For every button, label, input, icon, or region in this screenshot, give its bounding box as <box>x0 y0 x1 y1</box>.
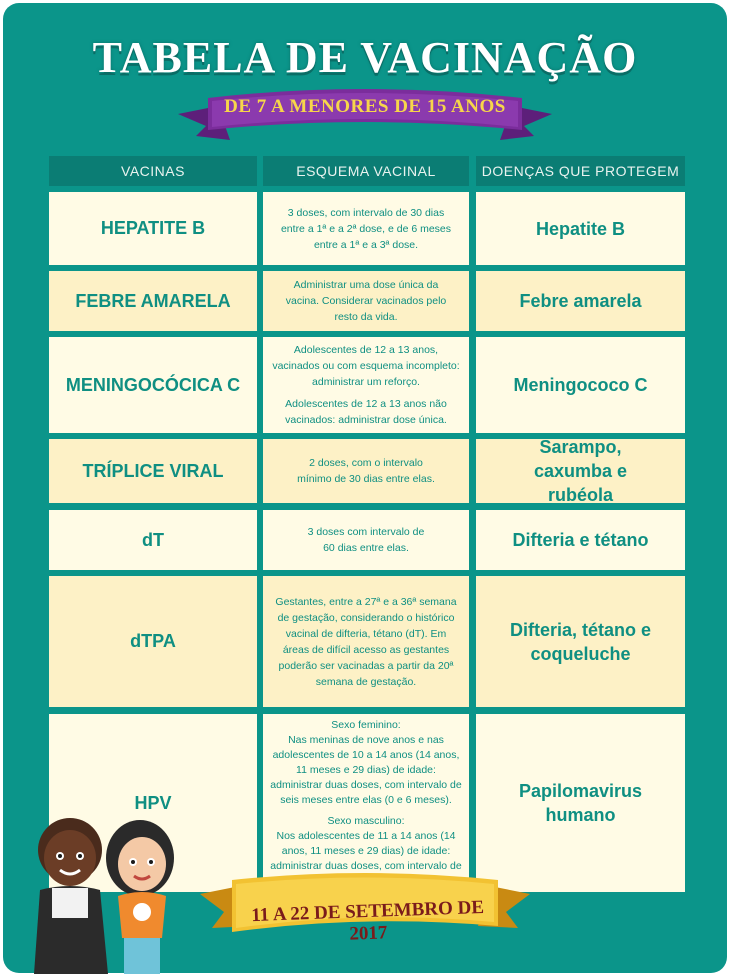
scheme-hpv <box>263 714 469 892</box>
scheme-text: 2 doses, com o intervalo mínimo de 30 dias entre elas. <box>297 457 435 485</box>
vaccine-hepatite-b: HEPATITE B <box>49 192 257 265</box>
scheme-text: Administrar uma dose única da vacina. Considerar vacinados pelo resto da vida. <box>285 279 447 323</box>
vaccine-triplice-viral: TRÍPLICE VIRAL <box>49 439 257 503</box>
header-doencas: DOENÇAS QUE PROTEGEM <box>476 156 685 186</box>
scheme-hepatite-b <box>263 192 469 265</box>
scheme-heading-male: Sexo masculino: <box>327 814 405 827</box>
scheme-text: Gestantes, entre a 27ª e a 36ª semana de gestação, considerando o histórico vacinal de difteria, tétano (dT). Em áreas de difícil acesso as gestantes poderão ser vacinadas a partir da 20ª semana de gestação. <box>275 595 457 688</box>
scheme-text: Adolescentes de 12 a 13 anos, vacinados ou com esquema incompleto: administrar um reforço. <box>272 344 460 388</box>
scheme-text: Adolescentes de 12 a 13 anos não vacinados: administrar dose única. <box>285 398 447 426</box>
disease-meningococo-c: Meningococo C <box>476 337 685 433</box>
disease-dt: Difteria e tétano <box>476 510 685 570</box>
scheme-dt <box>263 510 469 570</box>
vaccine-meningococica-c: MENINGOCÓCICA C <box>49 337 257 433</box>
disease-dtpa: Difteria, tétano e coqueluche <box>476 576 685 707</box>
scheme-febre-amarela <box>263 271 469 331</box>
scheme-dtpa <box>263 576 469 707</box>
campaign-dates: 11 A 22 DE SETEMBRO DE 2017 <box>250 896 485 945</box>
vaccine-dtpa: dTPA <box>49 576 257 707</box>
scheme-triplice-viral <box>263 439 469 503</box>
subtitle: DE 7 A MENORES DE 15 ANOS <box>224 96 506 117</box>
disease-hpv: Papilomavirus humano <box>476 714 685 892</box>
page-title: TABELA DE VACINAÇÃO <box>92 33 638 82</box>
vaccine-hpv: HPV <box>49 714 257 892</box>
disease-triplice-viral: Sarampo, caxumba e rubéola <box>476 439 685 503</box>
scheme-text: 3 doses com intervalo de 60 dias entre elas. <box>307 526 425 554</box>
disease-febre-amarela: Febre amarela <box>476 271 685 331</box>
scheme-text: Nas meninas de nove anos e nas adolescentes de 10 a 14 anos (14 anos, 11 meses e 29 dias) de idade: administrar duas doses, com intervalo de seis meses entre elas (0 e 6 meses). <box>270 733 462 806</box>
children-illustration <box>12 808 202 974</box>
disease-hepatite-b: Hepatite B <box>476 192 685 265</box>
header-vacinas: VACINAS <box>49 156 257 186</box>
header-esquema: ESQUEMA VACINAL <box>263 156 469 186</box>
scheme-text: Nos adolescentes de 11 a 14 anos (14 anos, 11 meses e 29 dias) de idade: administrar duas doses, com intervalo de <box>270 829 462 872</box>
scheme-heading-female: Sexo feminino: <box>331 718 401 731</box>
vaccine-dt: dT <box>49 510 257 570</box>
vaccine-febre-amarela: FEBRE AMARELA <box>49 271 257 331</box>
scheme-text: 3 doses, com intervalo de 30 dias entre a 1ª e a 2ª dose, e de 6 meses entre a 1ª e a 3ª dose. <box>280 206 452 251</box>
scheme-meningococica-c <box>263 337 469 433</box>
